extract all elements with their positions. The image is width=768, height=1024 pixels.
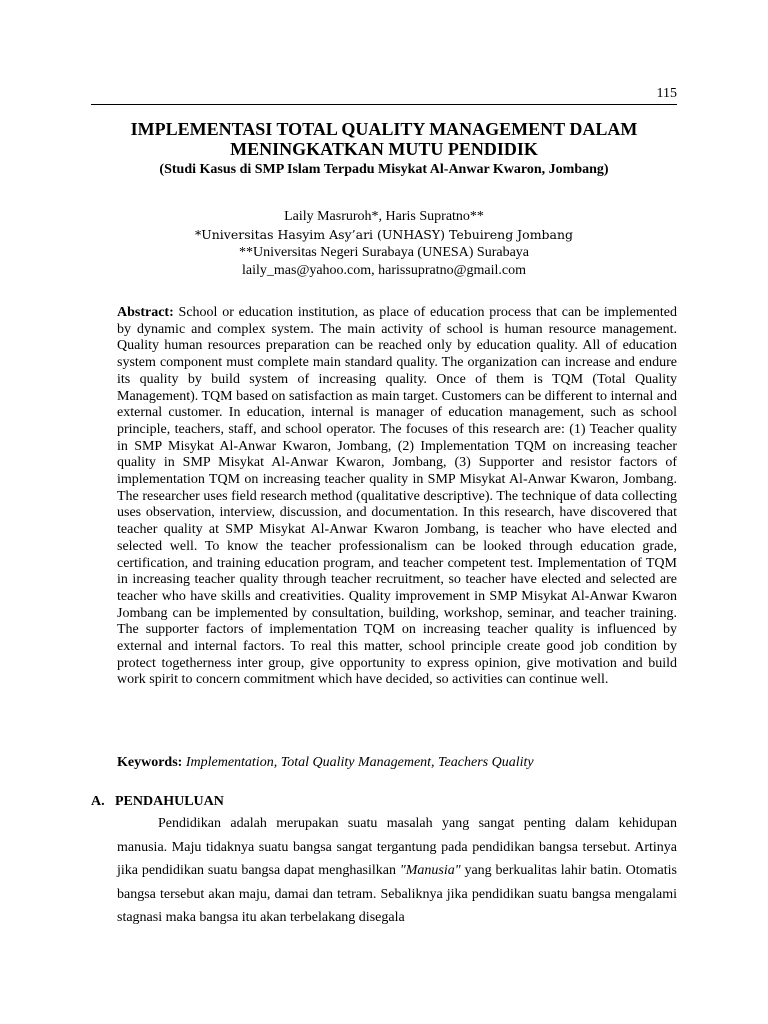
abstract-text: School or education institution, as place of education process that can be implemented by dynamic and complex system. The main activity of school is human resource management. Quality human resources preparation can be reached only by education quality. All of education system component must complete main standard quality. The organization can increase and endure its quality by build system of increasing quality. Once of them is TQM (Total Quality Management). TQM based on satisfaction as main target. Customers can be different to internal and external customer. In education, internal is manager of education management, such as school principle, teachers, staff, and school operator. The focuses of this research are: (1) Teacher quality in SMP Misykat Al-Anwar Kwaron, Jombang, (2) Implementation TQM on increasing teacher quality in SMP Misykat Al-Anwar Kwaron, Jombang, (3) Supporter and resistor factors of implementation TQM on increasing teacher quality in SMP Misykat Al-Anwar Kwaron, Jombang. The researcher uses field research method (qualitative descriptive). The technique of data collecting uses observation, interview, discussion, and documentation. In this research, have discovered that teacher quality at SMP Misykat Al-Anwar Kwaron Jombang, is teacher who have elected and selected well. To know the teacher professionalism can be looked through education grade, certification, and training education program, and teacher competent test. Implementation of TQM in increasing teacher quality through teacher recruitment, so teacher have elected and selected are teacher who have skills and creativities. Quality improvement in SMP Misykat Al-Anwar Kwaron Jombang can be implemented by consultation, building, workshop, seminar, and teacher training. The supporter factors of implementation TQM on increasing teacher quality is influenced by external and internal factors. To real this matter, school principle create good job condition by protect togetherness inter group, give opportunity to express opinion, give motivation and build work spirit to concern commitment which have decided, so activities can continue well. — [117, 305, 678, 688]
section-paragraph — [117, 812, 677, 930]
paragraph-text-1: Pendidikan adalah merupakan suatu masalah yang sangat penting dalam kehidupan manusia. Maju tidaknya suatu bangsa sangat tergantung pada pendidikan bangsa tersebut. Artinya jika pendidikan suatu bangsa dapat menghasilkan — [117, 816, 677, 879]
affiliation-1: *Universitas Hasyim Asy’ari (UNHASY) Tebuireng Jombang — [194, 227, 574, 242]
author-names: Laily Masruroh*, Haris Supratno** — [284, 209, 484, 224]
section-title: PENDAHULUAN — [115, 794, 224, 809]
keywords-label: Keywords: — [117, 755, 183, 770]
paper-title-line-1: IMPLEMENTASI TOTAL QUALITY MANAGEMENT DALAM — [130, 119, 638, 139]
affiliation-2: **Universitas Negeri Surabaya (UNESA) Surabaya — [238, 245, 530, 260]
page-number: 115 — [656, 86, 677, 101]
keywords — [117, 754, 677, 772]
abstract-label: Abstract: — [117, 305, 174, 320]
section-heading — [91, 793, 677, 811]
paragraph-emphasis: "Manusia" — [399, 863, 461, 879]
authors-block — [91, 208, 677, 280]
paper-subtitle: (Studi Kasus di SMP Islam Terpadu Misykat Al-Anwar Kwaron, Jombang) — [159, 162, 609, 177]
keywords-value: Implementation, Total Quality Management, Teachers Quality — [185, 755, 534, 770]
abstract — [117, 305, 677, 689]
paper-title-line-2: MENINGKATKAN MUTU PENDIDIK — [230, 139, 538, 159]
header-rule — [91, 104, 677, 105]
title-block — [91, 119, 677, 179]
author-emails: laily_mas@yahoo.com, harissupratno@gmail.com — [242, 263, 526, 278]
section-number: A. — [91, 794, 105, 809]
paragraph-text-2: yang berkualitas lahir batin. Otomatis bangsa tersebut akan maju, damai dan tetram. Sebaliknya jika pendidikan suatu bangsa mengalami stagnasi maka bangsa itu akan terbelakang disegala — [117, 863, 677, 926]
